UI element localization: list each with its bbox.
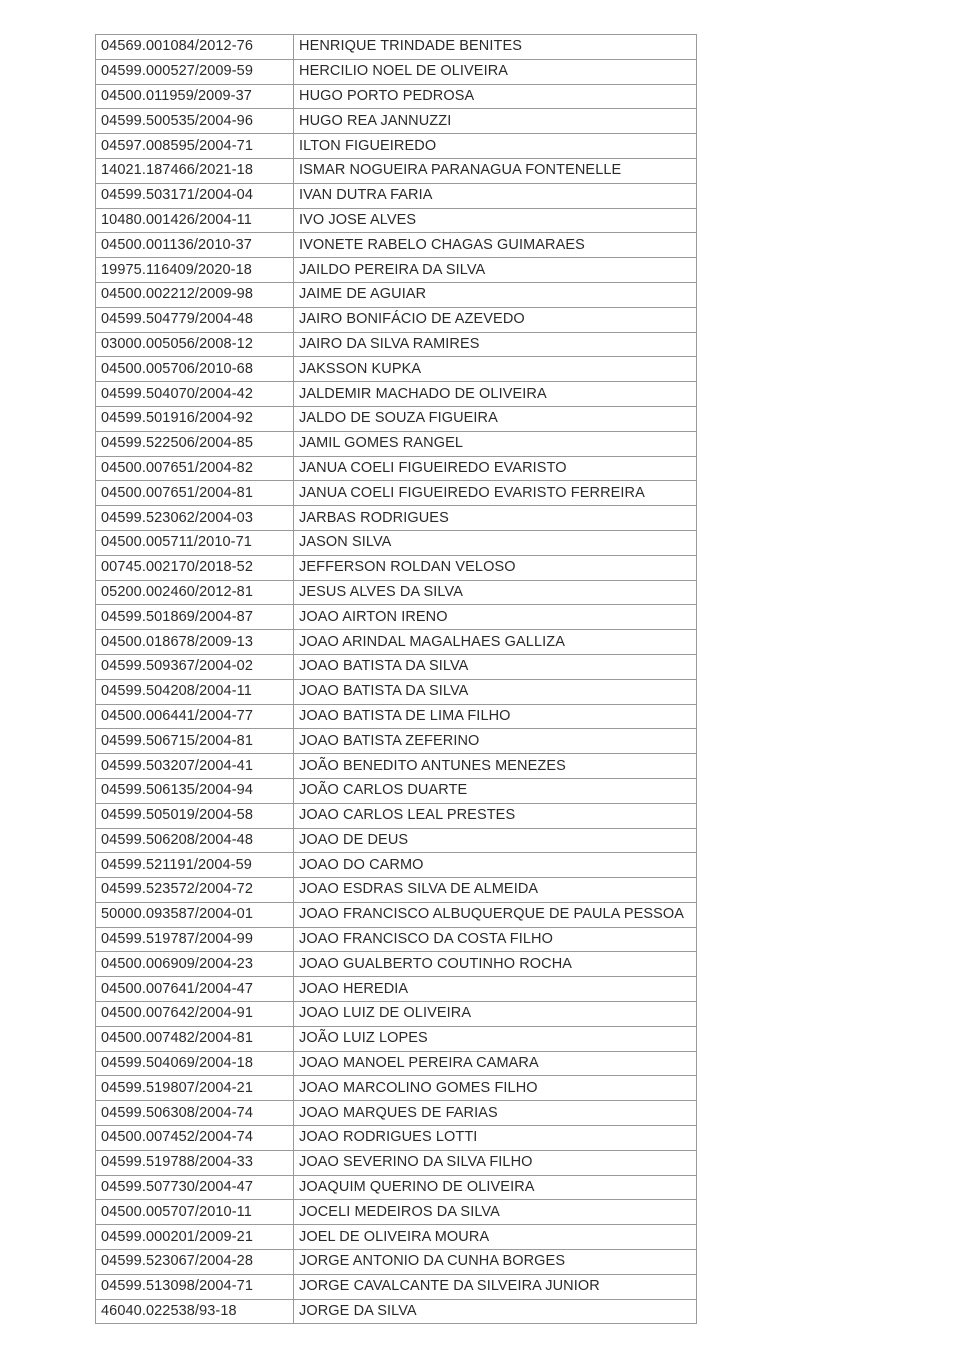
process-number-cell: 04500.006909/2004-23	[96, 952, 294, 977]
person-name-cell: JOAO CARLOS LEAL PRESTES	[294, 803, 697, 828]
process-number-cell: 04599.504070/2004-42	[96, 382, 294, 407]
process-number-cell: 04599.522506/2004-85	[96, 431, 294, 456]
process-number-cell: 04500.007482/2004-81	[96, 1026, 294, 1051]
process-number-cell: 04599.504208/2004-11	[96, 679, 294, 704]
person-name-cell: IVONETE RABELO CHAGAS GUIMARAES	[294, 233, 697, 258]
table-row	[96, 704, 697, 729]
table-row	[96, 282, 697, 307]
person-name-cell: JAILDO PEREIRA DA SILVA	[294, 258, 697, 283]
table-row	[96, 208, 697, 233]
table-row	[96, 406, 697, 431]
person-name-cell: JOAO BATISTA DA SILVA	[294, 654, 697, 679]
table-row	[96, 1225, 697, 1250]
table-row	[96, 1076, 697, 1101]
table-row	[96, 382, 697, 407]
table-row	[96, 654, 697, 679]
person-name-cell: JOAO DO CARMO	[294, 853, 697, 878]
process-number-cell: 04500.005706/2010-68	[96, 357, 294, 382]
table-row	[96, 158, 697, 183]
person-name-cell: JARBAS RODRIGUES	[294, 506, 697, 531]
table-row	[96, 233, 697, 258]
table-row	[96, 1002, 697, 1027]
process-number-cell: 04599.506308/2004-74	[96, 1101, 294, 1126]
process-number-cell: 04599.509367/2004-02	[96, 654, 294, 679]
person-name-cell: IVO JOSE ALVES	[294, 208, 697, 233]
table-row	[96, 902, 697, 927]
table-row	[96, 332, 697, 357]
process-number-cell: 04599.521191/2004-59	[96, 853, 294, 878]
person-name-cell: JORGE CAVALCANTE DA SILVEIRA JUNIOR	[294, 1274, 697, 1299]
person-name-cell: JOAQUIM QUERINO DE OLIVEIRA	[294, 1175, 697, 1200]
person-name-cell: JORGE ANTONIO DA CUNHA BORGES	[294, 1250, 697, 1275]
table-row	[96, 506, 697, 531]
person-name-cell: JAIRO DA SILVA RAMIRES	[294, 332, 697, 357]
process-number-cell: 04597.008595/2004-71	[96, 134, 294, 159]
table-row	[96, 35, 697, 60]
process-number-cell: 04500.018678/2009-13	[96, 630, 294, 655]
person-name-cell: JALDO DE SOUZA FIGUEIRA	[294, 406, 697, 431]
table-row	[96, 853, 697, 878]
process-number-cell: 04599.501916/2004-92	[96, 406, 294, 431]
table-row	[96, 84, 697, 109]
table-row	[96, 1051, 697, 1076]
person-name-cell: JOAO FRANCISCO ALBUQUERQUE DE PAULA PESSOA	[294, 902, 697, 927]
person-name-cell: IVAN DUTRA FARIA	[294, 183, 697, 208]
person-name-cell: JOAO BATISTA DE LIMA FILHO	[294, 704, 697, 729]
process-number-cell: 04599.501869/2004-87	[96, 605, 294, 630]
person-name-cell: JOCELI MEDEIROS DA SILVA	[294, 1200, 697, 1225]
process-number-cell: 04500.007651/2004-81	[96, 481, 294, 506]
process-number-cell: 04500.005707/2010-11	[96, 1200, 294, 1225]
person-name-cell: HUGO PORTO PEDROSA	[294, 84, 697, 109]
person-name-cell: JOAO MANOEL PEREIRA CAMARA	[294, 1051, 697, 1076]
person-name-cell: JOAO SEVERINO DA SILVA FILHO	[294, 1150, 697, 1175]
process-number-cell: 10480.001426/2004-11	[96, 208, 294, 233]
person-name-cell: JOAO ESDRAS SILVA DE ALMEIDA	[294, 878, 697, 903]
table-row	[96, 1200, 697, 1225]
process-number-cell: 04599.505019/2004-58	[96, 803, 294, 828]
process-number-cell: 04569.001084/2012-76	[96, 35, 294, 60]
table-row	[96, 605, 697, 630]
process-number-cell: 04599.506208/2004-48	[96, 828, 294, 853]
process-number-cell: 04599.507730/2004-47	[96, 1175, 294, 1200]
process-number-cell: 03000.005056/2008-12	[96, 332, 294, 357]
person-name-cell: JOAO GUALBERTO COUTINHO ROCHA	[294, 952, 697, 977]
process-number-cell: 04599.506135/2004-94	[96, 778, 294, 803]
table-row	[96, 679, 697, 704]
table-row	[96, 778, 697, 803]
process-number-cell: 50000.093587/2004-01	[96, 902, 294, 927]
person-name-cell: JOAO FRANCISCO DA COSTA FILHO	[294, 927, 697, 952]
process-number-cell: 04599.504779/2004-48	[96, 307, 294, 332]
records-table	[95, 34, 697, 1324]
table-row	[96, 1250, 697, 1275]
process-number-cell: 04599.519788/2004-33	[96, 1150, 294, 1175]
person-name-cell: JOAO RODRIGUES LOTTI	[294, 1126, 697, 1151]
person-name-cell: ILTON FIGUEIREDO	[294, 134, 697, 159]
person-name-cell: JOAO BATISTA DA SILVA	[294, 679, 697, 704]
process-number-cell: 04599.519787/2004-99	[96, 927, 294, 952]
person-name-cell: HUGO REA JANNUZZI	[294, 109, 697, 134]
process-number-cell: 04500.006441/2004-77	[96, 704, 294, 729]
process-number-cell: 04500.007642/2004-91	[96, 1002, 294, 1027]
process-number-cell: 04500.007651/2004-82	[96, 456, 294, 481]
document-page	[95, 34, 696, 1324]
table-row	[96, 307, 697, 332]
person-name-cell: JOEL DE OLIVEIRA MOURA	[294, 1225, 697, 1250]
process-number-cell: 04599.503171/2004-04	[96, 183, 294, 208]
process-number-cell: 04599.500535/2004-96	[96, 109, 294, 134]
table-row	[96, 183, 697, 208]
person-name-cell: JORGE DA SILVA	[294, 1299, 697, 1324]
table-row	[96, 456, 697, 481]
person-name-cell: JOAO DE DEUS	[294, 828, 697, 853]
person-name-cell: JASON SILVA	[294, 530, 697, 555]
person-name-cell: JESUS ALVES DA SILVA	[294, 580, 697, 605]
process-number-cell: 04599.523572/2004-72	[96, 878, 294, 903]
process-number-cell: 04599.513098/2004-71	[96, 1274, 294, 1299]
table-row	[96, 1274, 697, 1299]
table-row	[96, 1175, 697, 1200]
process-number-cell: 14021.187466/2021-18	[96, 158, 294, 183]
process-number-cell: 05200.002460/2012-81	[96, 580, 294, 605]
person-name-cell: JANUA COELI FIGUEIREDO EVARISTO	[294, 456, 697, 481]
process-number-cell: 04599.523067/2004-28	[96, 1250, 294, 1275]
table-row	[96, 803, 697, 828]
process-number-cell: 00745.002170/2018-52	[96, 555, 294, 580]
process-number-cell: 04500.001136/2010-37	[96, 233, 294, 258]
person-name-cell: HERCILIO NOEL DE OLIVEIRA	[294, 59, 697, 84]
person-name-cell: JOAO ARINDAL MAGALHAES GALLIZA	[294, 630, 697, 655]
table-row	[96, 555, 697, 580]
table-row	[96, 630, 697, 655]
person-name-cell: ISMAR NOGUEIRA PARANAGUA FONTENELLE	[294, 158, 697, 183]
person-name-cell: JANUA COELI FIGUEIREDO EVARISTO FERREIRA	[294, 481, 697, 506]
table-row	[96, 59, 697, 84]
person-name-cell: JAIRO BONIFÁCIO DE AZEVEDO	[294, 307, 697, 332]
person-name-cell: JAKSSON KUPKA	[294, 357, 697, 382]
process-number-cell: 19975.116409/2020-18	[96, 258, 294, 283]
table-row	[96, 1101, 697, 1126]
person-name-cell: JOAO LUIZ DE OLIVEIRA	[294, 1002, 697, 1027]
process-number-cell: 04599.504069/2004-18	[96, 1051, 294, 1076]
person-name-cell: JOAO MARCOLINO GOMES FILHO	[294, 1076, 697, 1101]
process-number-cell: 04500.007641/2004-47	[96, 977, 294, 1002]
table-row	[96, 878, 697, 903]
person-name-cell: JEFFERSON ROLDAN VELOSO	[294, 555, 697, 580]
table-row	[96, 357, 697, 382]
records-table-body	[96, 35, 697, 1324]
person-name-cell: JOÃO CARLOS DUARTE	[294, 778, 697, 803]
process-number-cell: 04599.519807/2004-21	[96, 1076, 294, 1101]
person-name-cell: JOAO HEREDIA	[294, 977, 697, 1002]
person-name-cell: JOAO BATISTA ZEFERINO	[294, 729, 697, 754]
table-row	[96, 729, 697, 754]
table-row	[96, 481, 697, 506]
table-row	[96, 530, 697, 555]
table-row	[96, 1026, 697, 1051]
person-name-cell: HENRIQUE TRINDADE BENITES	[294, 35, 697, 60]
table-row	[96, 1126, 697, 1151]
table-row	[96, 431, 697, 456]
table-row	[96, 952, 697, 977]
table-row	[96, 977, 697, 1002]
table-row	[96, 134, 697, 159]
person-name-cell: JAMIL GOMES RANGEL	[294, 431, 697, 456]
process-number-cell: 04500.007452/2004-74	[96, 1126, 294, 1151]
table-row	[96, 580, 697, 605]
process-number-cell: 04500.011959/2009-37	[96, 84, 294, 109]
table-row	[96, 258, 697, 283]
table-row	[96, 1150, 697, 1175]
process-number-cell: 46040.022538/93-18	[96, 1299, 294, 1324]
table-row	[96, 109, 697, 134]
person-name-cell: JOAO MARQUES DE FARIAS	[294, 1101, 697, 1126]
process-number-cell: 04599.000201/2009-21	[96, 1225, 294, 1250]
process-number-cell: 04500.005711/2010-71	[96, 530, 294, 555]
table-row	[96, 754, 697, 779]
person-name-cell: JOÃO LUIZ LOPES	[294, 1026, 697, 1051]
person-name-cell: JAIME DE AGUIAR	[294, 282, 697, 307]
process-number-cell: 04599.523062/2004-03	[96, 506, 294, 531]
table-row	[96, 1299, 697, 1324]
person-name-cell: JOÃO BENEDITO ANTUNES MENEZES	[294, 754, 697, 779]
process-number-cell: 04500.002212/2009-98	[96, 282, 294, 307]
process-number-cell: 04599.503207/2004-41	[96, 754, 294, 779]
process-number-cell: 04599.506715/2004-81	[96, 729, 294, 754]
table-row	[96, 927, 697, 952]
person-name-cell: JALDEMIR MACHADO DE OLIVEIRA	[294, 382, 697, 407]
table-row	[96, 828, 697, 853]
process-number-cell: 04599.000527/2009-59	[96, 59, 294, 84]
person-name-cell: JOAO AIRTON IRENO	[294, 605, 697, 630]
